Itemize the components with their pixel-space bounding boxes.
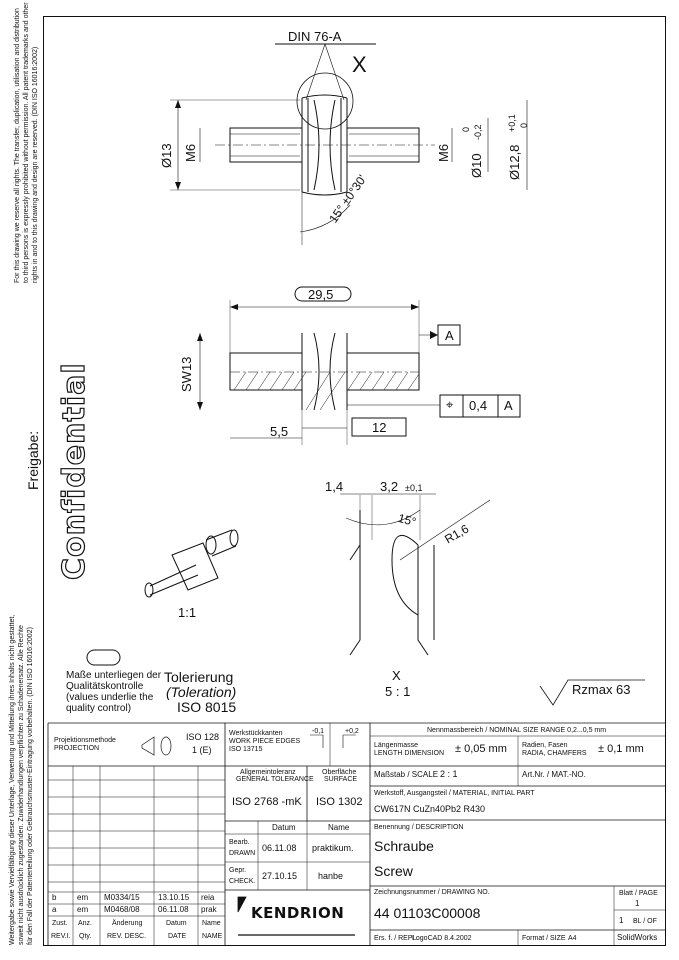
position-symbol: ⌖: [446, 397, 454, 412]
section-view-part: [200, 287, 520, 445]
scale-label: Maßstab / SCALE: [374, 770, 439, 779]
dim-12: 12: [372, 420, 387, 435]
dim-angle-main: 15° ±0°30': [326, 172, 370, 226]
release-label: Freigabe:: [25, 430, 41, 490]
detail-angle: 15°: [396, 510, 418, 530]
detail-mark: X: [352, 52, 367, 77]
toleration-de: Tolerierung: [164, 669, 234, 685]
quality-note-1: Maße unterliegen der: [66, 670, 162, 681]
length-value: ± 0,05 mm: [455, 743, 507, 755]
company-logo: KENDRION: [251, 904, 345, 922]
edges-minus: -0,1: [312, 728, 325, 735]
page-label: Blatt / PAGE: [619, 890, 658, 897]
detail-dim-3-2: 3,2: [380, 479, 399, 494]
name-header: Name: [328, 823, 350, 832]
drawn-date: 06.11.08: [262, 843, 297, 853]
standard-label: DIN 76-A: [288, 29, 342, 44]
description-en: Screw: [374, 863, 413, 879]
description-label: Benennung / DESCRIPTION: [374, 824, 464, 831]
edges-plus: +0,2: [345, 728, 359, 735]
date-header: Datum: [272, 823, 296, 832]
rev-a-name: prak: [201, 905, 217, 914]
rev-header-name-en: NAME: [202, 933, 223, 940]
projection-code: 1 (E): [192, 745, 212, 755]
page-value: 1: [635, 899, 640, 908]
detail-dim-3-2-tol: ±0,1: [405, 483, 423, 493]
page-of: BL / OF: [633, 918, 657, 925]
software: SolidWorks: [617, 933, 658, 942]
dim-dia12-8-upper: +0,1: [507, 114, 517, 132]
dim-length-total: 29,5: [308, 287, 334, 302]
toleration-en: (Toleration): [166, 684, 237, 700]
rev-header-date: DATE: [168, 933, 187, 940]
rights-note-de-2: soweit nicht ausdrücklich zugestanden. Zuwiderhandlungen verpflichten zu Schadenersatz. Alle Rechte: [18, 625, 25, 945]
projection-std: ISO 128: [186, 732, 220, 742]
drawing-no-label: Zeichnungsnummer / DRAWING NO.: [374, 889, 490, 896]
dim-dia12-8: Ø12,8: [507, 144, 522, 180]
rev-header-name: Name: [202, 920, 221, 927]
confidential-stamp: Confidential: [57, 362, 92, 580]
edges-label-en: WORK PIECE EDGES: [229, 738, 301, 745]
detail-radius: R1,6: [442, 521, 472, 547]
dim-dia10-lower: -0,2: [473, 124, 483, 140]
projection-label-de: Projektionsmethode: [54, 737, 116, 744]
rev-header-zust: Zust.: [52, 920, 68, 927]
drawn-label-de: Bearb.: [229, 839, 250, 846]
quality-oval: [87, 650, 120, 665]
dim-sw13: SW13: [179, 356, 194, 392]
checked-label-de: Gepr.: [229, 867, 247, 874]
detail-label: X: [392, 668, 401, 683]
dim-dia10: Ø10: [469, 153, 484, 178]
checked-label-en: CHECK.: [229, 878, 256, 885]
quality-note-3: (values underlie the: [66, 692, 154, 703]
rev-b-date: 13.10.15: [158, 893, 190, 902]
top-view-part: [170, 44, 527, 245]
rev-header-revdesc: REV. DESC.: [107, 933, 147, 940]
detail-dim-1-4: 1,4: [325, 479, 344, 494]
iso-scale: 1:1: [178, 605, 197, 620]
scale-value: 2 : 1: [440, 769, 458, 779]
quality-note-4: quality control): [66, 703, 132, 714]
position-tolerance: 0,4: [469, 398, 488, 413]
rev-a-desc: M0468/08: [104, 905, 140, 914]
rev-header-datum: Datum: [166, 920, 187, 927]
edges-label-de: Werkstückkanten: [229, 730, 283, 737]
rights-note-de-3: für den Fall der Patenterteilung oder Gebrauchsmuster-Eintragung vorbehalten. (DIN ISO 16016:2002): [27, 627, 34, 945]
rev-header-rev: REV.I.: [51, 933, 71, 940]
drawing-no: 44 01103C00008: [374, 905, 481, 921]
length-label-en: LENGTH DIMENSION: [374, 750, 445, 757]
format-label: Format / SIZE: [522, 935, 566, 942]
isometric-view: [145, 530, 238, 597]
page-total: 1: [619, 916, 624, 925]
general-tol-value: ISO 2768 -mK: [232, 796, 302, 808]
surface-de: Oberfläche: [322, 769, 357, 776]
dim-5-5: 5,5: [270, 424, 289, 439]
checked-date: 27.10.15: [262, 871, 298, 881]
format-value: A4: [568, 935, 577, 942]
repl-label: Ers. f. / REPL.: [374, 935, 419, 942]
dim-m6-left: M6: [183, 143, 198, 162]
radii-label-en: RADIA, CHAMFERS: [522, 750, 587, 757]
rev-b-qty: em: [77, 893, 89, 902]
rev-header-aend: Änderung: [112, 920, 143, 927]
cad-version: LogoCAD 8.4.2002: [412, 935, 472, 942]
rights-note-en-2: to third persons is expressly prohibited without permission. All patent trademarks and other: [23, 2, 30, 283]
general-tol-en: GENERAL TOLERANCE: [236, 776, 314, 783]
dim-dia13: Ø13: [159, 143, 174, 168]
material-value: CW617N CuZn40Pb2 R430: [374, 804, 486, 814]
dim-m6-right: M6: [436, 143, 451, 162]
radii-label-de: Radien, Fasen: [522, 742, 568, 749]
detail-scale: 5 : 1: [385, 684, 411, 699]
rights-note-en-1: For this drawing we reserve all rights. The transfer, duplication, utilisation and distribution: [14, 8, 21, 283]
length-label-de: Längenmasse: [374, 742, 418, 749]
art-label: Art.Nr. / MAT.-NO.: [522, 770, 586, 779]
edges-std: ISO 13715: [229, 746, 263, 753]
toleration-std: ISO 8015: [177, 699, 237, 715]
drawn-label-en: DRAWN: [229, 850, 256, 857]
datum-a: A: [445, 328, 454, 343]
size-range: Nennmassbereich / NOMINAL SIZE RANGE 0,2...0,5 mm: [427, 727, 607, 734]
rev-b-index: b: [52, 893, 57, 902]
rights-note-de-1: Weitergabe sowie Vervielfältigung dieser Unterlage, Verwertung und Mitteilung ihres Inhalts nicht gestattet,: [9, 614, 16, 945]
rev-a-qty: em: [77, 905, 89, 914]
quality-note-2: Qualitätskontrolle: [66, 681, 144, 692]
rev-header-anz: Anz.: [78, 920, 93, 927]
rev-b-name: reia: [201, 893, 215, 902]
dim-dia10-upper: 0: [461, 126, 471, 132]
surface-en: SURFACE: [324, 776, 358, 783]
dim-dia12-8-lower: 0: [519, 122, 529, 128]
projection-label-en: PROJECTION: [54, 745, 100, 752]
rights-note-en-3: rights in and to this drawing and design are reserved. (DIN ISO 16016:2002): [32, 46, 39, 283]
surface-value: ISO 1302: [316, 796, 363, 808]
roughness-value: Rzmax 63: [572, 682, 631, 697]
general-tol-de: Allgemeintoleranz: [240, 769, 296, 776]
description-de: Schraube: [374, 838, 434, 854]
drawn-name: praktikum.: [312, 843, 354, 853]
material-label: Werkstoff, Ausgangsteil / MATERIAL, INITIAL PART: [374, 790, 535, 797]
rev-b-desc: M0334/15: [104, 893, 140, 902]
rev-a-index: a: [52, 905, 57, 914]
position-reference: A: [504, 398, 513, 413]
rev-a-date: 06.11.08: [158, 905, 189, 914]
checked-name: hanbe: [318, 871, 344, 881]
radii-value: ± 0,1 mm: [598, 743, 644, 755]
rev-header-qty: Qty.: [79, 933, 92, 940]
